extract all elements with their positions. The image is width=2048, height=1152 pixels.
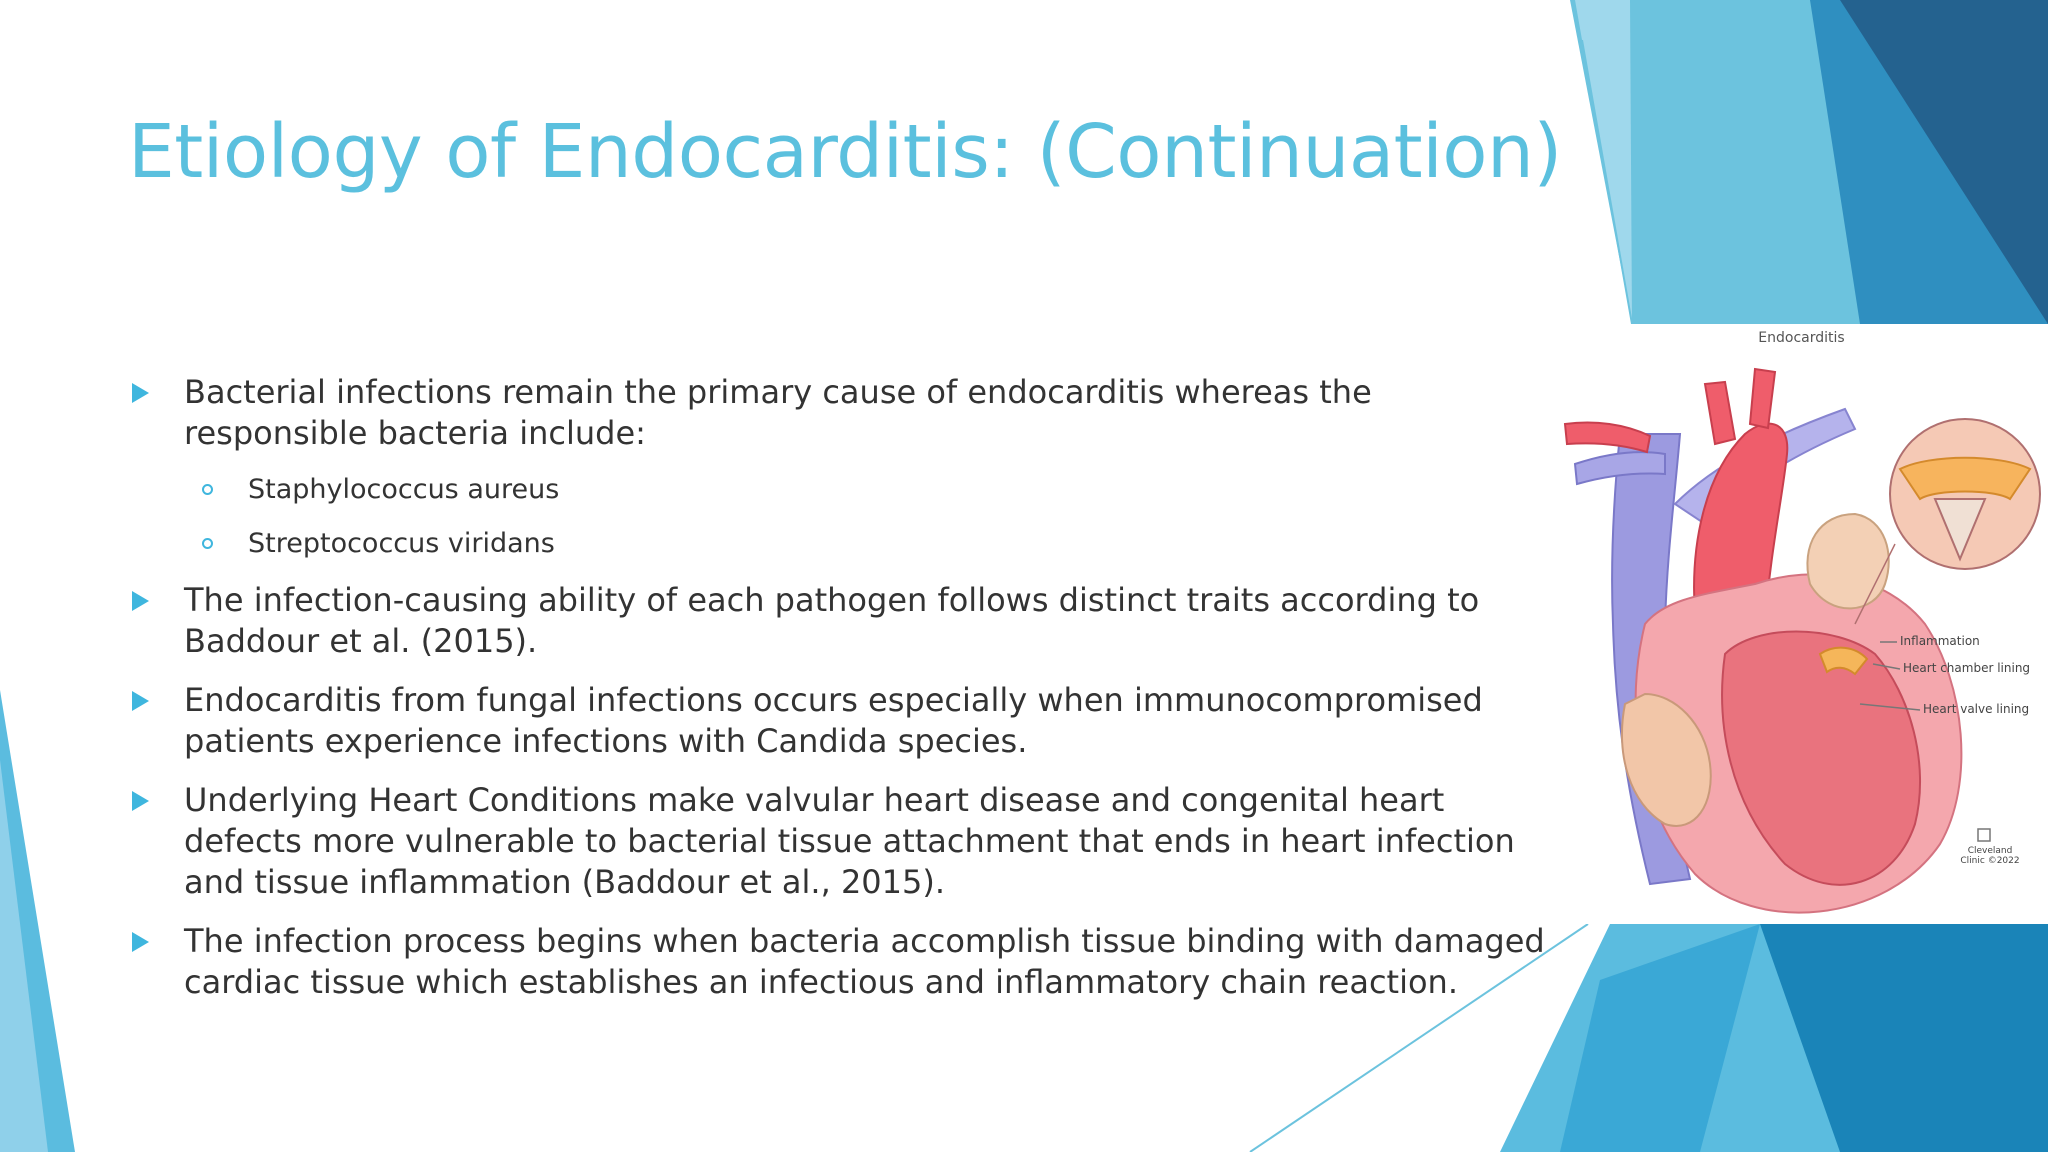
left-atrium-shape: [1807, 514, 1888, 608]
label-heart-chamber-lining: Heart chamber lining: [1903, 661, 2031, 675]
left-vessel-shape: [1565, 423, 1650, 453]
sub-bullet-item: [130, 472, 1560, 508]
bullet-text: Endocarditis from fungal infections occurs especially when immunocompromised patients experience infections with Candida species.: [184, 681, 1483, 760]
aorta-branch-2: [1750, 369, 1775, 428]
sub-bullet-text: Staphylococcus aureus: [248, 474, 560, 505]
triangle-bullet-icon: [132, 691, 149, 711]
slide-title: Etiology of Endocarditis: (Continuation): [128, 109, 1562, 195]
heart-illustration: [1555, 324, 2048, 924]
triangle-bullet-icon: [132, 932, 149, 952]
triangle-bullet-icon: [132, 791, 149, 811]
bullet-text: Bacterial infections remain the primary cause of endocarditis whereas the responsible bacteria include:: [184, 373, 1372, 452]
sub-bullet-text: Streptococcus viridans: [248, 528, 555, 559]
bullet-item: [130, 780, 1560, 903]
bullet-text: The infection process begins when bacteria accomplish tissue binding with damaged cardiac tissue which establishes an infectious and inflammatory chain reaction.: [184, 922, 1545, 1001]
credit-logo-icon: [1978, 829, 1990, 841]
heart-drawing: [1555, 324, 2048, 924]
ring-bullet-icon: [202, 484, 213, 495]
aorta-branch-1: [1705, 382, 1735, 444]
sub-bullet-item: [130, 526, 1560, 562]
bullet-text: The infection-causing ability of each pathogen follows distinct traits according to Baddour et al. (2015).: [184, 581, 1480, 660]
ring-bullet-icon: [202, 538, 213, 549]
triangle-bullet-icon: [132, 591, 149, 611]
bullet-item: [130, 921, 1560, 1003]
figure-credit: Cleveland Clinic ©2022: [1960, 846, 2020, 866]
bullet-list: [130, 372, 1560, 1021]
bullet-item: [130, 372, 1560, 454]
bullet-item: [130, 680, 1560, 762]
label-inflammation: Inflammation: [1900, 634, 1980, 648]
bullet-text: Underlying Heart Conditions make valvular heart disease and congenital heart defects more vulnerable to bacterial tissue attachment that ends in heart infection and tissue inflammation (Baddour et al., 2015).: [184, 781, 1515, 901]
bullet-item: [130, 580, 1560, 662]
triangle-bullet-icon: [132, 383, 149, 403]
figure-caption: Endocarditis: [1758, 330, 1845, 346]
label-heart-valve-lining: Heart valve lining: [1923, 702, 2030, 716]
